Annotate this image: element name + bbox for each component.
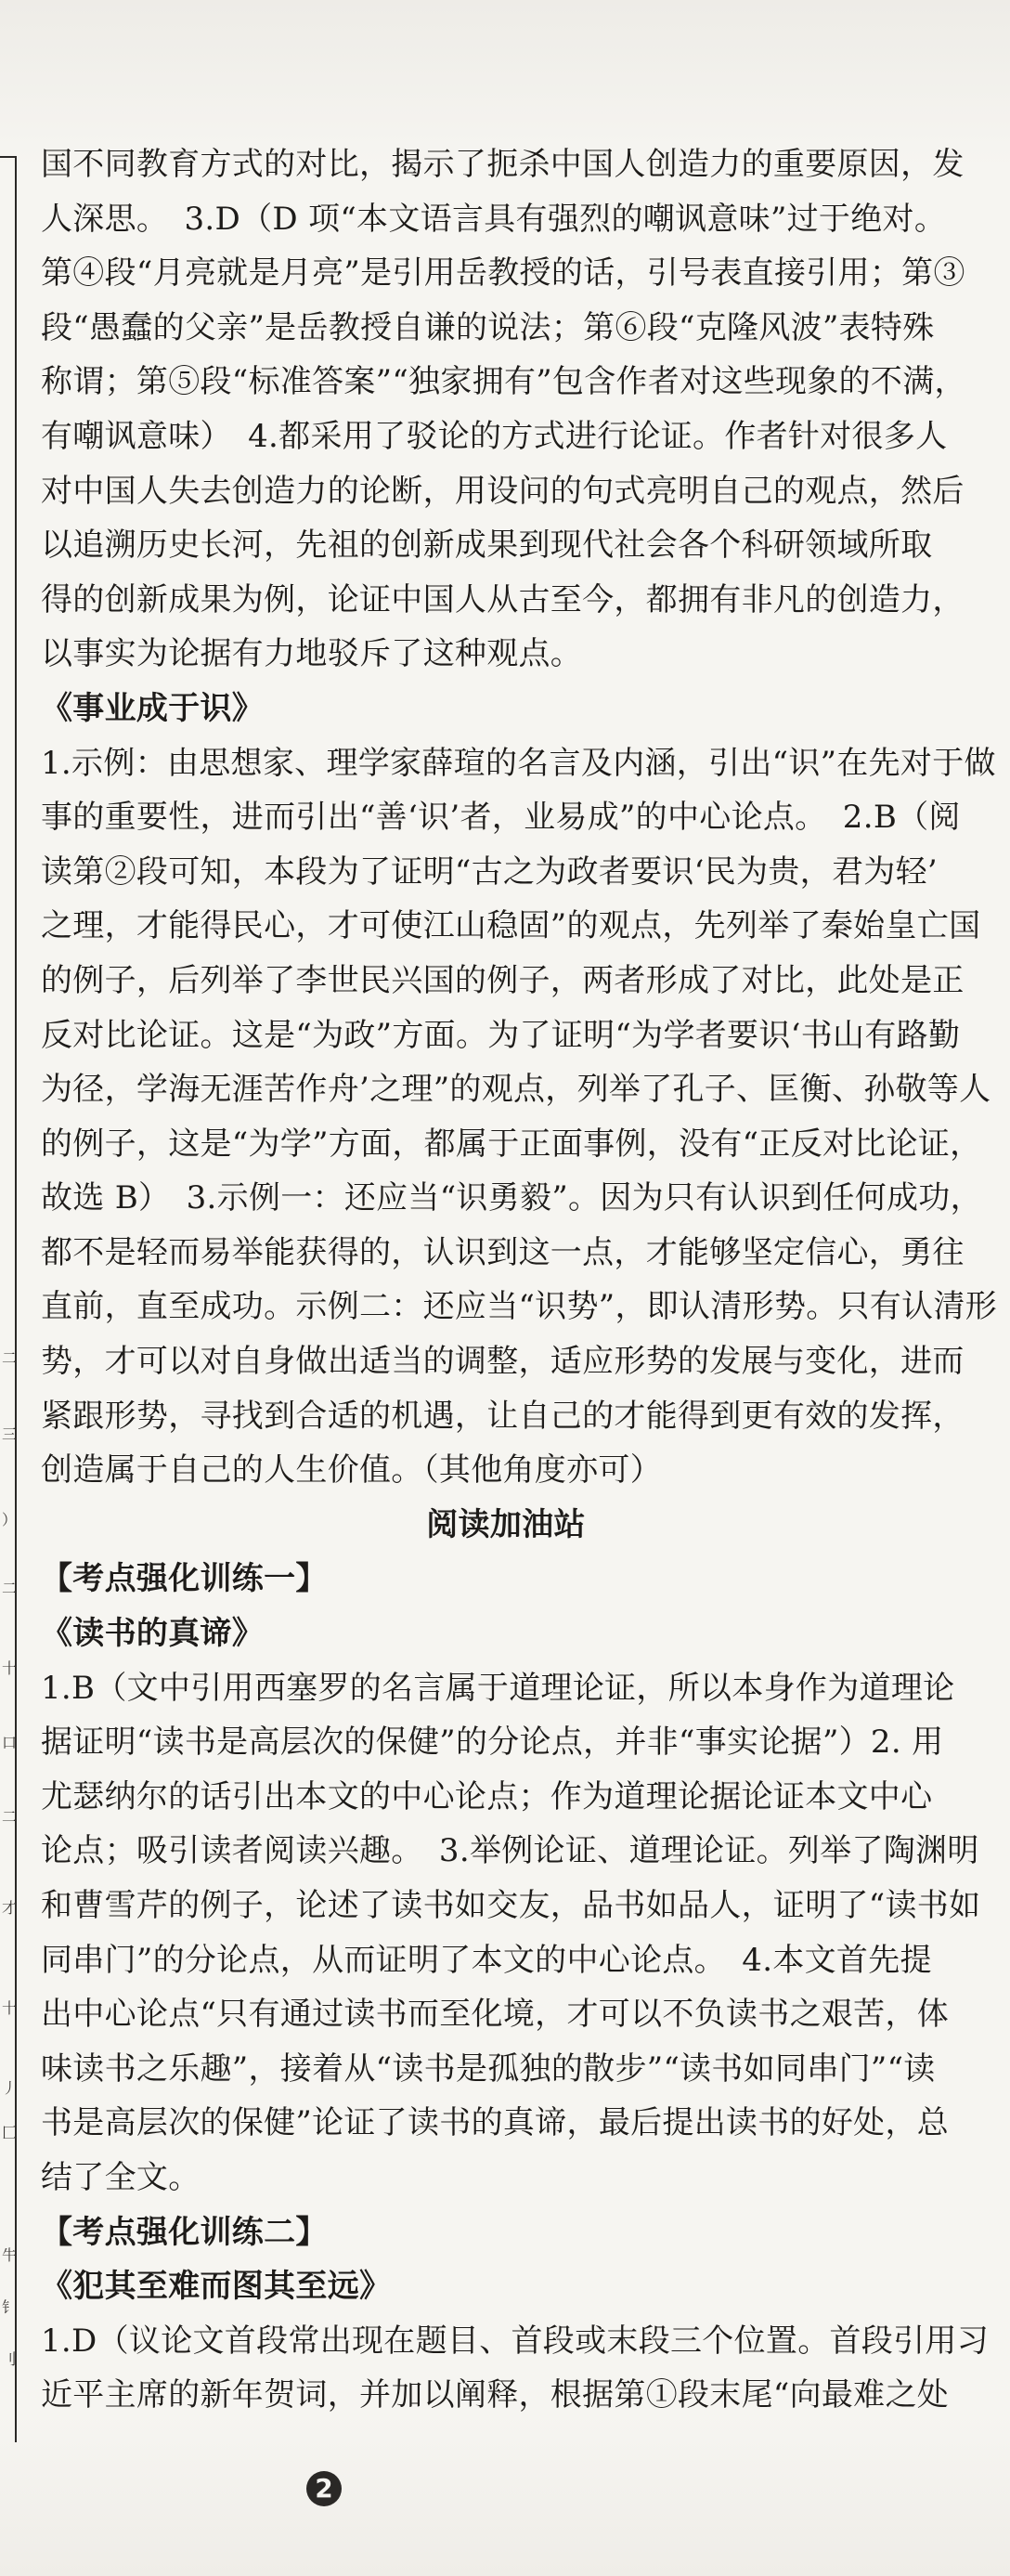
margin-tick (0, 156, 15, 158)
margin-mark: 钅 (2, 2298, 18, 2316)
margin-mark: 牛 (2, 2246, 18, 2264)
page-number: 2 (306, 2471, 342, 2506)
text-line: 1.B（文中引用西塞罗的名言属于道理论证，所以本身作为道理论 (41, 1669, 955, 1707)
margin-mark: 二 (2, 1580, 18, 1597)
text-line: 得的创新成果为例，论证中国人从古至今，都拥有非凡的创造力， (41, 580, 965, 618)
text-line: 国不同教育方式的对比，揭示了扼杀中国人创造力的重要原因，发 (41, 146, 965, 183)
text-line: 事的重要性，进而引出“善‘识’者，业易成”的中心论点。 2.B（阅 (41, 799, 961, 837)
text-line: 1.D（议论文首段常出现在题目、首段或末段三个位置。首段引用习 (41, 2322, 989, 2360)
training-heading: 【考点强化训练二】 (41, 2213, 328, 2251)
text-line: 故选 B） 3.示例一：还应当“识勇毅”。因为只有认识到任何成功， (41, 1179, 982, 1217)
text-line: 和曹雪芹的例子，论述了读书如交友，品书如品人，证明了“读书如 (41, 1887, 981, 1924)
training-heading: 【考点强化训练一】 (41, 1560, 328, 1598)
answer-text (41, 137, 998, 2423)
text-line: 对中国人失去创造力的论断，用设问的句式亮明自己的观点，然后 (41, 472, 965, 510)
margin-mark: 口 (2, 1734, 18, 1751)
margin-mark: 刂 (2, 2350, 18, 2368)
text-line: 势，才可以对自身做出适当的调整，适应形势的发展与变化，进而 (41, 1343, 965, 1381)
margin-mark: 二 (2, 1349, 18, 1367)
article-title: 《犯其至难而图其至远》 (41, 2268, 392, 2306)
text-line: 尤瑟纳尔的话引出本文的中心论点；作为道理论据论证本文中心 (41, 1777, 933, 1815)
text-line: 直前，直至成功。示例二：还应当“识势”，即认清形势。只有认清形 (41, 1288, 998, 1326)
text-line: 同串门”的分论点，从而证明了本文的中心论点。 4.本文首先提 (41, 1941, 932, 1979)
text-line: 近平主席的新年贺词，并加以阐释，根据第①段末尾“向最难之处 (41, 2376, 950, 2414)
text-line: 第④段“月亮就是月亮”是引用岳教授的话，引号表直接引用；第③ (41, 254, 965, 293)
text-line: 味读书之乐趣”，接着从“读书是孤独的散步”“读书如同串门”“读 (41, 2049, 936, 2088)
text-line: 人深思。 3.D（D 项“本文语言具有强烈的嘲讽意味”过于绝对。 (41, 200, 947, 238)
text-line: 结了全文。 (41, 2158, 201, 2196)
section-title: 阅读加油站 (426, 1505, 586, 1543)
text-line: 的例子，后列举了李世民兴国的例子，两者形成了对比，此处是正 (41, 961, 965, 999)
margin-mark: 十 (2, 1999, 18, 2017)
text-line: 书是高层次的保健”论证了读书的真谛，最后提出读书的好处，总 (41, 2104, 950, 2142)
text-line: 以追溯历史长河，先祖的创新成果到现代社会各个科研领域所取 (41, 527, 933, 565)
text-line: 段“愚蠢的父亲”是岳教授自谦的说法；第⑥段“克隆风波”表特殊 (41, 308, 935, 346)
text-line: 之理，才能得民心，才可使江山稳固”的观点，先列举了秦始皇亡国 (41, 907, 981, 945)
text-line: 论点；吸引读者阅读兴趣。 3.举例论证、道理论证。列举了陶渊明 (41, 1832, 979, 1870)
text-line: 以事实为论据有力地驳斥了这种观点。 (41, 635, 583, 673)
text-line: 据证明“读书是高层次的保健”的分论点，并非“事实论据”）2. 用 (41, 1724, 944, 1762)
text-line: 紧跟形势，寻找到合适的机遇，让自己的才能得到更有效的发挥， (41, 1397, 965, 1435)
text-line: 读第②段可知，本段为了证明“古之为政者要识‘民为贵，君为轻’ (41, 852, 938, 891)
margin-rule (15, 156, 17, 2442)
text-line: 为径，学海无涯苦作舟’之理”的观点，列举了孔子、匡衡、孙敬等人 (41, 1071, 991, 1109)
text-line: 称谓；第⑤段“标准答案”“独家拥有”包含作者对这些现象的不满， (41, 363, 966, 401)
text-line: 创造属于自己的人生价值。（其他角度亦可） (41, 1451, 662, 1490)
text-line: 反对比论证。这是“为政”方面。为了证明“为学者要识‘书山有路勤 (41, 1016, 961, 1054)
text-line: 的例子，这是“为学”方面，都属于正面事例，没有“正反对比论证， (41, 1125, 982, 1163)
article-title: 《读书的真谛》 (41, 1615, 265, 1653)
margin-mark: 二 (2, 1808, 18, 1826)
text-line: 1.示例：由思想家、理学家薛瑄的名言及内涵，引出“识”在先对于做 (41, 744, 996, 782)
margin-mark: 匚 (2, 2124, 18, 2141)
margin-mark: 丿 (2, 2079, 18, 2097)
text-line: 有嘲讽意味） 4.都采用了驳论的方式进行论证。作者针对很多人 (41, 417, 948, 455)
article-title: 《事业成于识》 (41, 689, 265, 727)
margin-mark: 才 (2, 1899, 18, 1917)
margin-mark: 十 (2, 1659, 18, 1677)
margin-mark: 三 (2, 1425, 18, 1443)
text-line: 都不是轻而易举能获得的，认识到这一点，才能够坚定信心，勇往 (41, 1233, 965, 1271)
margin-mark: ） (2, 1511, 18, 1529)
text-line: 出中心论点“只有通过读书而至化境，才可以不负读书之艰苦，体 (41, 1996, 950, 2034)
